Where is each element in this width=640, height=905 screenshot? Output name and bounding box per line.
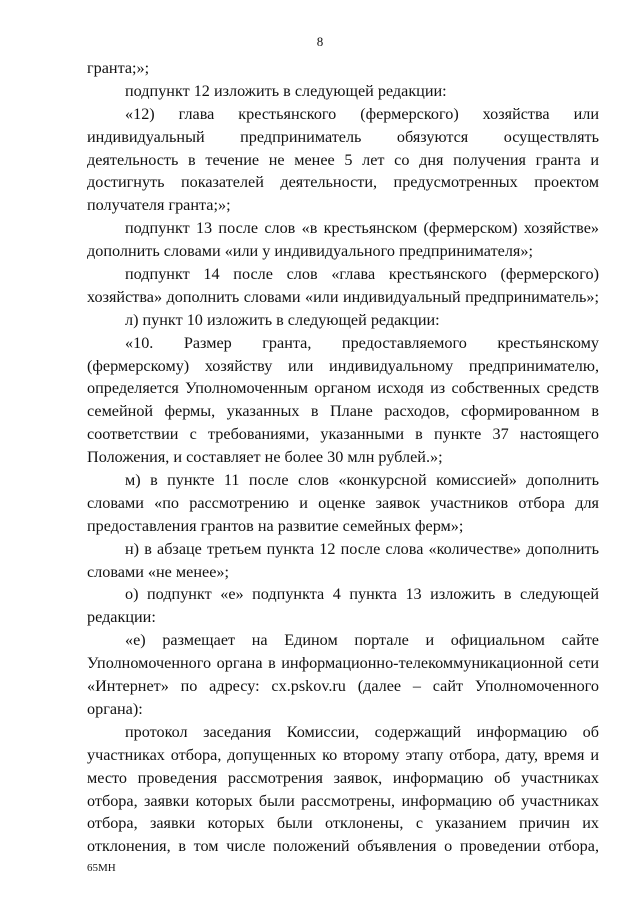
text-line: протокол заседания Комиссии, содержащий информацию об [125,722,599,741]
text-line: определяется Уполномоченным органом исходя из собственных средств [87,379,599,398]
text-line: подпункт 13 после слов «в крестьянском (фермерском) хозяйстве» [125,219,599,238]
text-line: деятельность в течение не менее 5 лет со дня получения гранта и [87,150,599,169]
text-line: словами «не менее»; [87,562,229,581]
text-line: участниках отбора, допущенных ко второму этапу отбора, дату, время и [87,745,599,764]
text-line: предоставления грантов на развитие семейных ферм»; [87,516,464,535]
text-line: редакции: [87,608,156,627]
text-line: «10. Размер гранта, предоставляемого крестьянскому [125,333,599,352]
text-line: л) пункт 10 изложить в следующей редакции: [125,310,440,329]
text-line: подпункт 14 после слов «глава крестьянского (фермерского) [125,265,599,284]
text-line: Уполномоченного органа в информационно-телекоммуникационной сети [87,654,599,673]
text-line: «е) размещает на Едином портале и официальном сайте [125,631,599,650]
text-line: гранта;»; [87,59,150,77]
text-line: получателя гранта;»; [87,196,231,215]
text-line: хозяйства» дополнить словами «или индивидуальный предприниматель»; [87,287,599,306]
text-line: н) в абзаце третьем пункта 12 после слова «количестве» дополнить [125,539,599,558]
text-line: о) подпункт «е» подпункта 4 пункта 13 изложить в следующей [125,585,599,604]
text-line: (фермерскому) хозяйству или индивидуальному предпринимателю, [87,356,599,375]
text-line: отклонения, в том числе положений объявления о проведении отбора, [87,837,599,856]
page-number: 8 [316,34,324,49]
text-line: м) в пункте 11 после слов «конкурсной комиссией» дополнить [125,471,599,490]
text-line: семейной фермы, указанных в Плане расходов, сформированном в [87,402,599,421]
text-line: «12) глава крестьянского (фермерского) хозяйства или [125,104,599,123]
text-line: достигнуть показателей деятельности, предусмотренных проектом [87,173,599,192]
text-line: отбора, заявки которых были рассмотрены, информацию об участниках [87,791,599,810]
text-line: соответствии с требованиями, указанными в пункте 37 настоящего [87,425,599,444]
text-line: дополнить словами «или у индивидуального предпринимателя»; [87,242,533,261]
body-text [87,57,599,858]
text-line: место проведения рассмотрения заявок, информацию об участниках [87,768,599,787]
text-line: Положения, и составляет не более 30 млн рублей.»; [87,448,443,467]
text-line: словами «по рассмотрению и оценке заявок участников отбора для [87,493,599,512]
text-line: индивидуальный предприниматель обязуются осуществлять [87,127,599,146]
text-line: подпункт 12 изложить в следующей редакции: [125,81,447,100]
text-line: «Интернет» по адресу: cx.pskov.ru (далее – сайт Уполномоченного [87,677,599,696]
footer-code: 65МН [87,862,116,874]
text-line: органа): [87,699,143,718]
text-line: отбора, заявки которых были отклонены, с указанием причин их [87,814,599,833]
